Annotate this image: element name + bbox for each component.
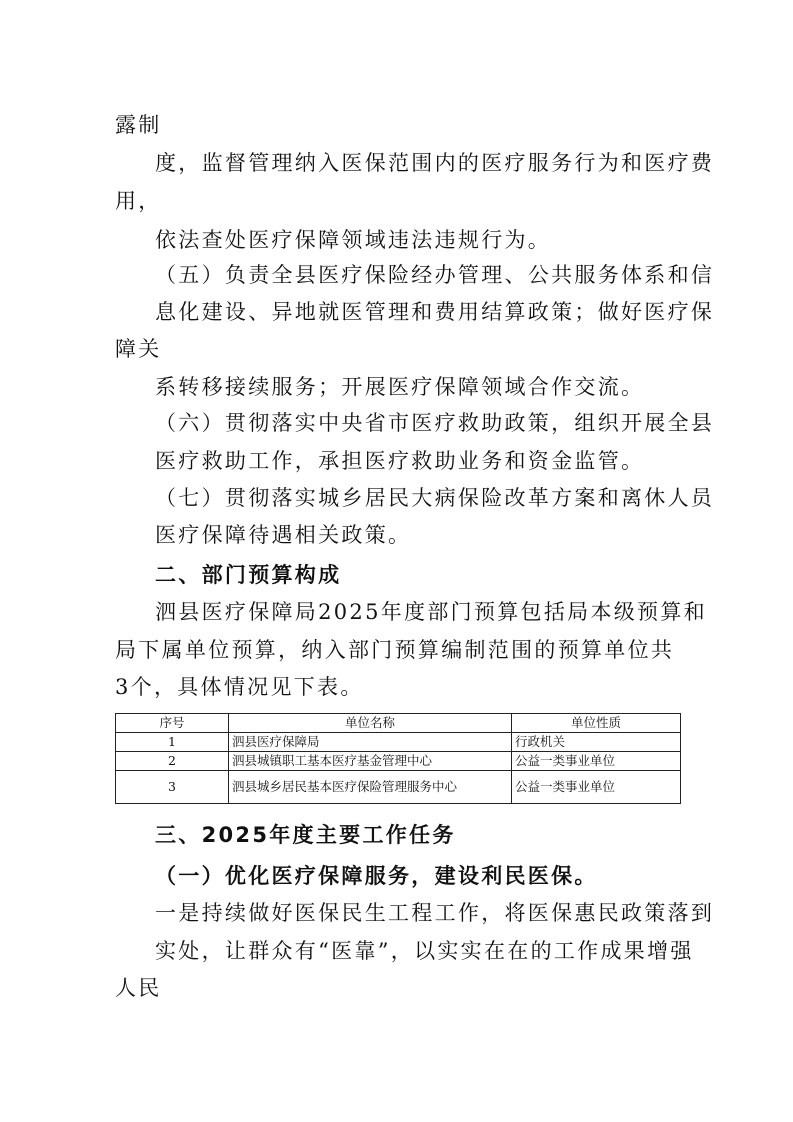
paragraph-line: 息化建设、异地就医管理和费用结算政策；做好医疗保 — [155, 300, 715, 324]
table-header-cell: 序号 — [116, 714, 229, 733]
table-row — [116, 752, 681, 771]
paragraph-line: （五）负责全县医疗保险经办管理、公共服务体系和信 — [155, 263, 715, 287]
paragraph-line: 局下属单位预算，纳入部门预算编制范围的预算单位共 — [115, 638, 675, 662]
paragraph-line: 依法查处医疗保障领域违法违规行为。 — [155, 228, 552, 252]
table-cell-no: 2 — [116, 752, 229, 771]
subsection-heading: （一）优化医疗保障服务，建设利民医保。 — [155, 864, 598, 888]
paragraph-line: 障关 — [115, 337, 162, 361]
section-heading-2: 二、部门预算构成 — [155, 563, 342, 587]
table-cell-name: 泗县医疗保障局 — [229, 733, 512, 752]
table-header-row — [116, 714, 681, 733]
paragraph-line: 露制 — [115, 113, 162, 137]
paragraph-line: 人民 — [115, 976, 162, 1000]
table-cell-type: 公益一类事业单位 — [512, 752, 681, 771]
paragraph-line: （七）贯彻落实城乡居民大病保险改革方案和离休人员 — [155, 486, 715, 510]
paragraph-line: 一是持续做好医保民生工程工作，将医保惠民政策落到 — [155, 901, 715, 925]
paragraph-line: 医疗救助工作，承担医疗救助业务和资金监管。 — [155, 449, 645, 473]
paragraph-line: 实处，让群众有“医靠”，以实实在在的工作成果增强 — [155, 939, 694, 963]
table-row — [116, 771, 681, 804]
table-cell-no: 1 — [116, 733, 229, 752]
table-cell-type: 行政机关 — [512, 733, 681, 752]
paragraph-line: 泗县医疗保障局2025年度部门预算包括局本级预算和 — [155, 600, 707, 624]
table-header-cell: 单位性质 — [512, 714, 681, 733]
paragraph-line: （六）贯彻落实中央省市医疗救助政策，组织开展全县 — [155, 411, 715, 435]
table-cell-name: 泗县城镇职工基本医疗基金管理中心 — [229, 752, 512, 771]
paragraph-line: 3个，具体情况见下表。 — [115, 675, 364, 699]
table-row — [116, 733, 681, 752]
paragraph-line: 医疗保障待遇相关政策。 — [155, 523, 412, 547]
paragraph-line: 用， — [115, 189, 162, 213]
table-header-cell: 单位名称 — [229, 714, 512, 733]
table-cell-no: 3 — [116, 771, 229, 804]
paragraph-line: 系转移接续服务；开展医疗保障领域合作交流。 — [155, 375, 645, 399]
table-cell-type: 公益一类事业单位 — [512, 771, 681, 804]
budget-unit-table — [115, 713, 681, 804]
paragraph-line: 度，监督管理纳入医保范围内的医疗服务行为和医疗费 — [155, 151, 715, 175]
section-heading-3: 三、2025年度主要工作任务 — [155, 823, 456, 847]
table-cell-name: 泗县城乡居民基本医疗保险管理服务中心 — [229, 771, 512, 804]
